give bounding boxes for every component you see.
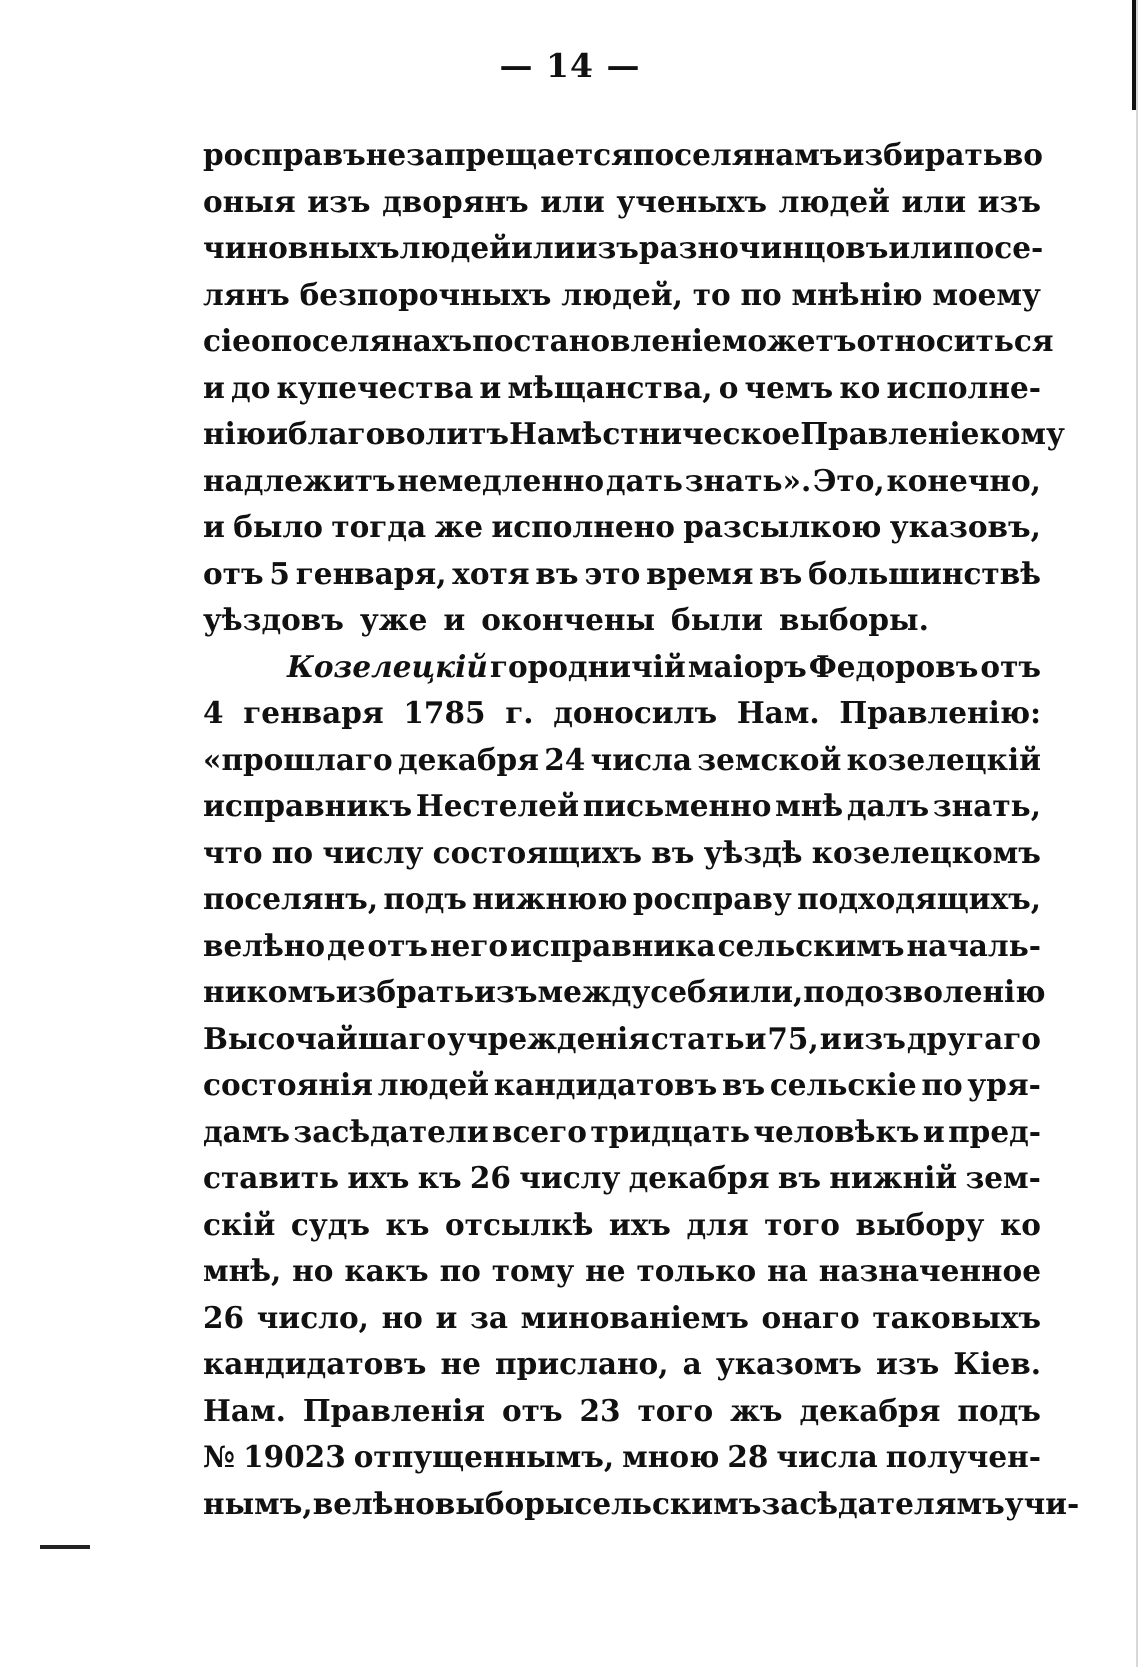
word: человѣкъ (753, 1113, 920, 1149)
word: же (434, 509, 484, 544)
word: относиться (856, 323, 1054, 358)
word: конечно, (886, 462, 1041, 498)
word: и (203, 509, 225, 544)
word: Нестелей (415, 788, 579, 823)
word: городничій (489, 648, 686, 684)
word: подъ (383, 881, 467, 916)
word: дать (605, 462, 683, 498)
word: въ (777, 1160, 821, 1195)
word: таковыхъ (872, 1299, 1041, 1335)
text-line (203, 551, 1041, 598)
word: ставить (203, 1160, 340, 1195)
word: нижнюю (472, 881, 628, 916)
word: избрать (335, 974, 475, 1009)
word: числа (590, 741, 692, 777)
word: числу (519, 1160, 621, 1195)
word: поселянъ, (203, 881, 379, 916)
word: минованіемъ (520, 1299, 749, 1335)
word: по (271, 834, 314, 870)
word: и (443, 602, 466, 637)
word: учрежденія (447, 1020, 650, 1056)
text-line (203, 179, 1041, 226)
word: получен- (885, 1439, 1041, 1474)
word: де (327, 927, 366, 963)
word: и (819, 1020, 842, 1056)
word: мнѣ (775, 788, 844, 823)
word: только (636, 1253, 757, 1288)
word: Козелецкій (287, 648, 488, 684)
word: и (266, 416, 288, 451)
page-number: — 14 — (499, 46, 641, 85)
word: чемъ (744, 369, 834, 405)
word: никомъ (203, 974, 336, 1009)
word: или, (728, 974, 804, 1009)
word: генваря, (295, 555, 447, 591)
word: всего (491, 1113, 587, 1149)
word: тогда (331, 509, 427, 544)
word: Правленію: (839, 695, 1041, 730)
word: Правленія (302, 1392, 486, 1428)
word: людей (399, 230, 511, 265)
text-line (203, 1016, 1041, 1063)
word: въ (721, 1067, 766, 1102)
word: ко (839, 369, 881, 405)
word: оныя (203, 183, 296, 219)
word: время (646, 555, 754, 591)
word: безпорочныхъ (299, 276, 552, 312)
word: нижній (829, 1160, 958, 1195)
word: въ (651, 834, 695, 870)
word: по (921, 1067, 963, 1102)
word: числу (322, 834, 424, 870)
word: какъ (344, 1253, 429, 1288)
text-line (203, 1155, 1041, 1202)
text-line (203, 272, 1041, 319)
word: Высочайшаго (203, 1020, 447, 1056)
word: постановленіе (472, 323, 722, 358)
word: учи- (1004, 1485, 1080, 1521)
word: 75, (767, 1020, 819, 1056)
text-line (203, 318, 1054, 365)
word: уѣздовъ (203, 602, 344, 637)
word: не (585, 1253, 626, 1288)
word: засѣдателямъ (761, 1485, 1005, 1521)
word: къ (417, 1160, 462, 1195)
word: можетъ (721, 323, 857, 358)
word: Намѣстническое (509, 416, 801, 451)
word: и (435, 1299, 458, 1335)
text-line (203, 876, 1041, 923)
word: генваря (243, 695, 384, 730)
word: козелецкій (846, 741, 1041, 777)
word: благоволитъ (287, 416, 510, 451)
word: по (803, 974, 845, 1009)
word: изъ (307, 183, 371, 219)
text-line (203, 1248, 1041, 1295)
word: другаго (906, 1020, 1041, 1056)
word: сельскіе (769, 1067, 917, 1102)
text-line (203, 1295, 1041, 1342)
word: № (203, 1439, 236, 1474)
word: нымъ, (203, 1485, 313, 1521)
word: Федоровъ (808, 648, 979, 684)
word: ученыхъ (616, 183, 767, 219)
word: посе- (952, 230, 1044, 265)
word: Это, (813, 462, 885, 498)
text-line (203, 923, 1041, 970)
word: уже (359, 602, 428, 637)
word: лянъ (203, 276, 290, 312)
word: доносилъ (553, 695, 718, 730)
word: нію (203, 416, 267, 451)
word: 23 (579, 1392, 621, 1428)
text-line (203, 737, 1041, 784)
word: дамъ (203, 1113, 291, 1149)
text-line (203, 411, 1065, 458)
word: надлежитъ (203, 462, 396, 498)
word: 19023 (243, 1439, 346, 1474)
word: пред- (948, 1113, 1041, 1149)
word: то (692, 276, 731, 312)
word: въ (759, 555, 803, 591)
word: исполнено (491, 509, 675, 544)
word: выборы (434, 1485, 575, 1521)
word: 5 (269, 555, 290, 591)
word: сельскимъ (717, 927, 905, 963)
word: велѣно (203, 927, 326, 963)
word: и (203, 369, 225, 405)
word: отъ (367, 927, 429, 963)
word: декабря (799, 1392, 941, 1428)
text-line (203, 1202, 1041, 1249)
word: исполне- (886, 369, 1041, 405)
word: а (682, 1346, 702, 1381)
word: Кіев. (953, 1346, 1041, 1381)
word: изъ (842, 1020, 906, 1056)
word: число, (256, 1299, 369, 1335)
word: себя (650, 974, 729, 1009)
word: уѣздѣ (703, 834, 803, 870)
word: росправъ (203, 137, 366, 172)
word: знать». (684, 462, 812, 498)
word: кандидатовъ (493, 1067, 718, 1102)
word: или (888, 230, 953, 265)
word: изъ (875, 1346, 940, 1381)
word: уря- (967, 1067, 1041, 1102)
word: маіоръ (687, 648, 807, 684)
word: назначенное (818, 1253, 1041, 1288)
word: Правленіе (800, 416, 980, 451)
word: указовъ, (889, 509, 1041, 544)
text-line (203, 365, 1041, 412)
word: состоянія (203, 1067, 373, 1102)
word: немедленно (397, 462, 605, 498)
text-line (203, 597, 1041, 644)
text-line (203, 830, 1041, 877)
word: скій (203, 1206, 276, 1242)
word: козелецкомъ (811, 834, 1041, 870)
word: зем- (965, 1160, 1041, 1195)
word: поселянамъ (632, 137, 843, 172)
word: отсылкѣ (444, 1206, 594, 1242)
word: Нам. (736, 695, 820, 730)
word: состоящихъ (432, 834, 643, 870)
word: выборы. (778, 602, 929, 637)
text-line (203, 1481, 1080, 1528)
margin-dash-mark (40, 1545, 90, 1549)
word: засѣдатели (293, 1113, 489, 1149)
word: статьи (650, 1020, 767, 1056)
word: на (767, 1253, 808, 1288)
word: для (686, 1206, 749, 1242)
word: выбору (855, 1206, 985, 1242)
word: разночинцовъ (638, 230, 889, 265)
word: прислано, (494, 1346, 669, 1381)
word: были (671, 602, 763, 637)
word: 26 (469, 1160, 511, 1195)
word: 24 (544, 741, 586, 777)
word: изъ (474, 974, 538, 1009)
word: того (637, 1392, 714, 1428)
word: далъ (846, 788, 930, 823)
word: за (470, 1299, 508, 1335)
word: о (718, 369, 739, 405)
word: изъ (977, 183, 1041, 219)
word: купечества (276, 369, 474, 405)
word: ко (999, 1206, 1041, 1242)
word: того (764, 1206, 840, 1242)
body-text (203, 132, 1080, 1527)
word: ихъ (347, 1160, 410, 1195)
word: земской (697, 741, 842, 777)
word: указомъ (715, 1346, 862, 1381)
word: мѣщанства, (507, 369, 713, 405)
word: людей, (561, 276, 683, 312)
word: 26 (203, 1299, 245, 1335)
word: 28 (727, 1439, 769, 1474)
word: подходящихъ, (797, 881, 1041, 916)
text-line (203, 1388, 1041, 1435)
word: 4 (203, 695, 224, 730)
word: что (203, 834, 263, 870)
word: большинствѣ (808, 555, 1041, 591)
text-line (203, 690, 1041, 737)
word: людей (778, 183, 890, 219)
word: сіе (203, 323, 251, 358)
word: кандидатовъ (203, 1346, 427, 1381)
word: знать, (932, 788, 1041, 823)
text-line (203, 225, 1044, 272)
word: началь- (906, 927, 1041, 963)
word: отъ (980, 648, 1041, 684)
word: въ (535, 555, 579, 591)
word: не (365, 137, 407, 172)
word: не (440, 1346, 481, 1381)
word: окончены (481, 602, 656, 637)
word: Нам. (203, 1392, 286, 1428)
word: поселянахъ (270, 323, 473, 358)
page-edge-shadow (1136, 0, 1138, 1667)
text-line (203, 969, 1046, 1016)
word: людей (377, 1067, 490, 1102)
word: кому (979, 416, 1065, 451)
word: о (250, 323, 271, 358)
word: но (381, 1299, 423, 1335)
word: отпущеннымъ, (353, 1439, 615, 1474)
text-line (203, 132, 1041, 179)
word: жъ (730, 1392, 783, 1428)
word: подъ (957, 1392, 1041, 1428)
word: письменно (582, 788, 772, 823)
word: во (1002, 137, 1043, 172)
text-line (203, 458, 1041, 505)
word: числа (776, 1439, 878, 1474)
word: мною (622, 1439, 720, 1474)
word: между (537, 974, 651, 1009)
word: до (231, 369, 271, 405)
word: къ (385, 1206, 430, 1242)
word: запрещается (406, 137, 633, 172)
word: по (740, 276, 782, 312)
word: дворянъ (382, 183, 529, 219)
word: или (901, 183, 967, 219)
word: но (292, 1253, 334, 1288)
word: «прошлаго (203, 741, 393, 777)
text-line (203, 1062, 1041, 1109)
word: было (233, 509, 323, 544)
word: исправникъ (203, 788, 413, 823)
word: ихъ (608, 1206, 671, 1242)
word: по (439, 1253, 481, 1288)
word: хотя (452, 555, 530, 591)
word: или (540, 183, 605, 219)
word: дозволенію (844, 974, 1046, 1009)
word: 1785 (403, 695, 486, 730)
word: чиновныхъ (203, 230, 400, 265)
word: г. (505, 695, 534, 730)
word: это (584, 555, 641, 591)
word: избирать (842, 137, 1003, 172)
word: или (511, 230, 576, 265)
word: мнѣ, (203, 1253, 282, 1288)
word: тридцать (590, 1113, 751, 1149)
word: росправу (632, 881, 792, 916)
text-line (203, 1341, 1041, 1388)
word: моему (932, 276, 1041, 312)
text-line (203, 783, 1041, 830)
word: декабря (398, 741, 539, 777)
text-line (203, 1434, 1041, 1481)
text-line (203, 504, 1041, 551)
text-line (203, 644, 1041, 691)
word: велѣно (312, 1485, 435, 1521)
word: отъ (203, 555, 264, 591)
word: сельскимъ (574, 1485, 762, 1521)
word: онаго (761, 1299, 860, 1335)
word: тому (491, 1253, 575, 1288)
word: изъ (575, 230, 639, 265)
word: судъ (290, 1206, 371, 1242)
word: отъ (502, 1392, 563, 1428)
word: декабря (628, 1160, 770, 1195)
word: мнѣнію (791, 276, 923, 312)
word: и (479, 369, 502, 405)
word: него (429, 927, 509, 963)
word: и (922, 1113, 945, 1149)
word: разсылкою (683, 509, 882, 544)
text-line (203, 1109, 1041, 1156)
word: исправника (510, 927, 716, 963)
